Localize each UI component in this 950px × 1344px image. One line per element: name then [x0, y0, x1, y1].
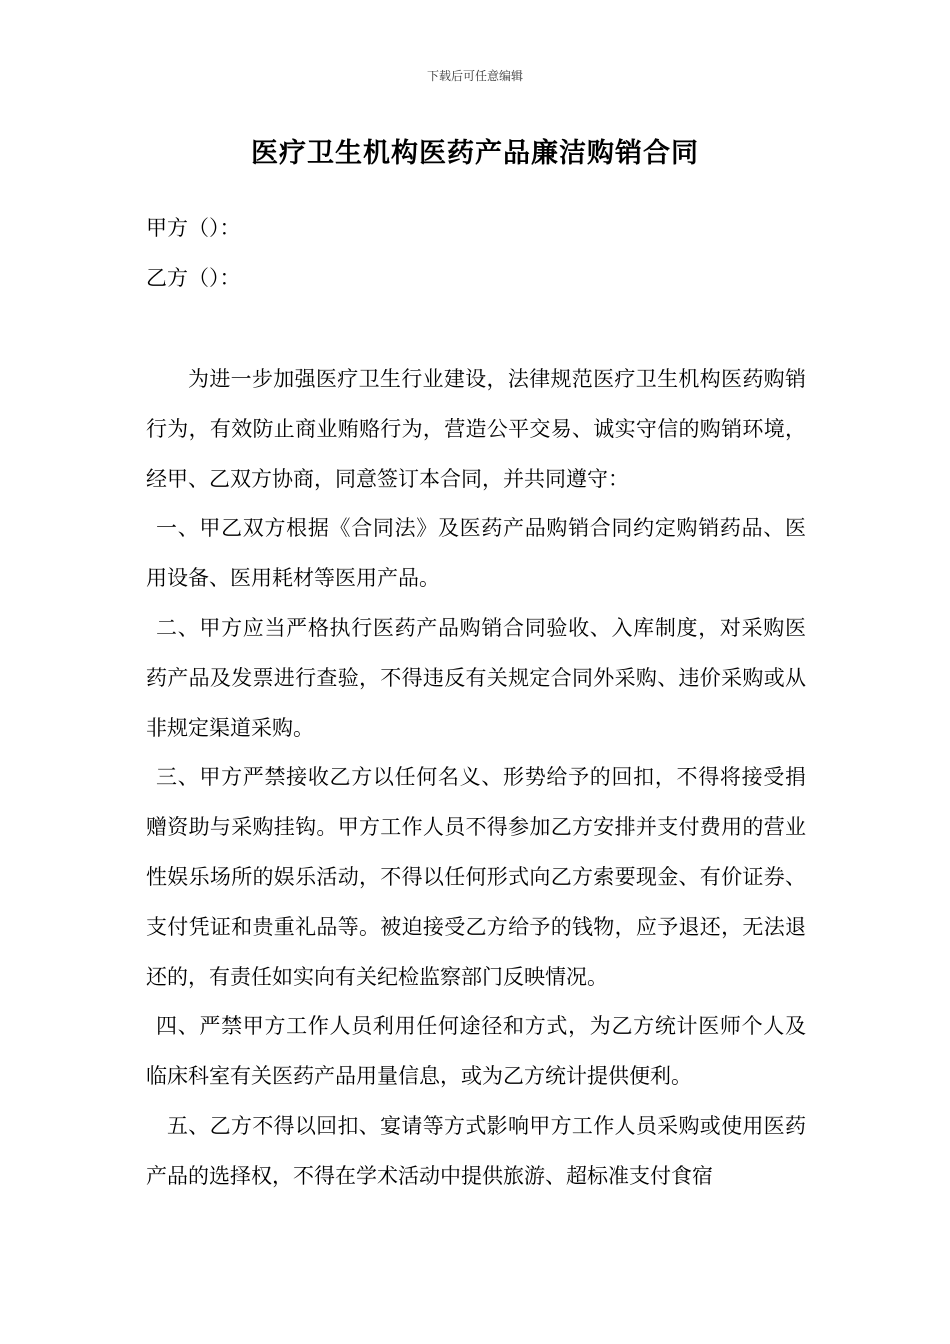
header-note: 下载后可任意编辑 — [426, 69, 523, 83]
clause-5-paragraph: 五、乙方不得以回扣、宴请等方式影响甲方工作人员采购或使用医药产品的选择权，不得在学术活动中提供旅游、超标准支付食宿 — [146, 1113, 806, 1188]
intro-paragraph: 为进一步加强医疗卫生行业建设，法律规范医疗卫生机构医药购销行为，有效防止商业贿赂行为，营造公平交易、诚实守信的购销环境，经甲、乙双方协商，同意签订本合同，并共同遵守： — [146, 367, 806, 491]
clause-4-paragraph: 四、严禁甲方工作人员利用任何途径和方式，为乙方统计医师个人及临床科室有关医药产品用量信息，或为乙方统计提供便利。 — [146, 1014, 806, 1089]
document-title: 医疗卫生机构医药产品廉洁购销合同 — [251, 138, 699, 169]
clause-2-paragraph: 二、甲方应当严格执行医药产品购销合同验收、入库制度，对采购医药产品及发票进行查验，不得违反有关规定合同外采购、违价采购或从非规定渠道采购。 — [146, 615, 806, 740]
contract-body — [146, 355, 806, 1202]
clause-3-paragraph: 三、甲方严禁接收乙方以任何名义、形势给予的回扣，不得将接受捐赠资助与采购挂钩。甲方工作人员不得参加乙方安排并支付费用的营业性娱乐场所的娱乐活动，不得以任何形式向乙方索要现金、有价证券、支付凭证和贵重礼品等。被迫接受乙方给予的钱物，应予退还，无法退还的，有责任如实向有关纪检监察部门反映情况。 — [146, 765, 806, 989]
clause-1-paragraph: 一、甲乙双方根据《合同法》及医药产品购销合同约定购销药品、医用设备、医用耗材等医用产品。 — [146, 516, 806, 591]
party-b-line: 乙方（）： — [146, 266, 241, 290]
party-a-line: 甲方（）： — [146, 216, 241, 240]
